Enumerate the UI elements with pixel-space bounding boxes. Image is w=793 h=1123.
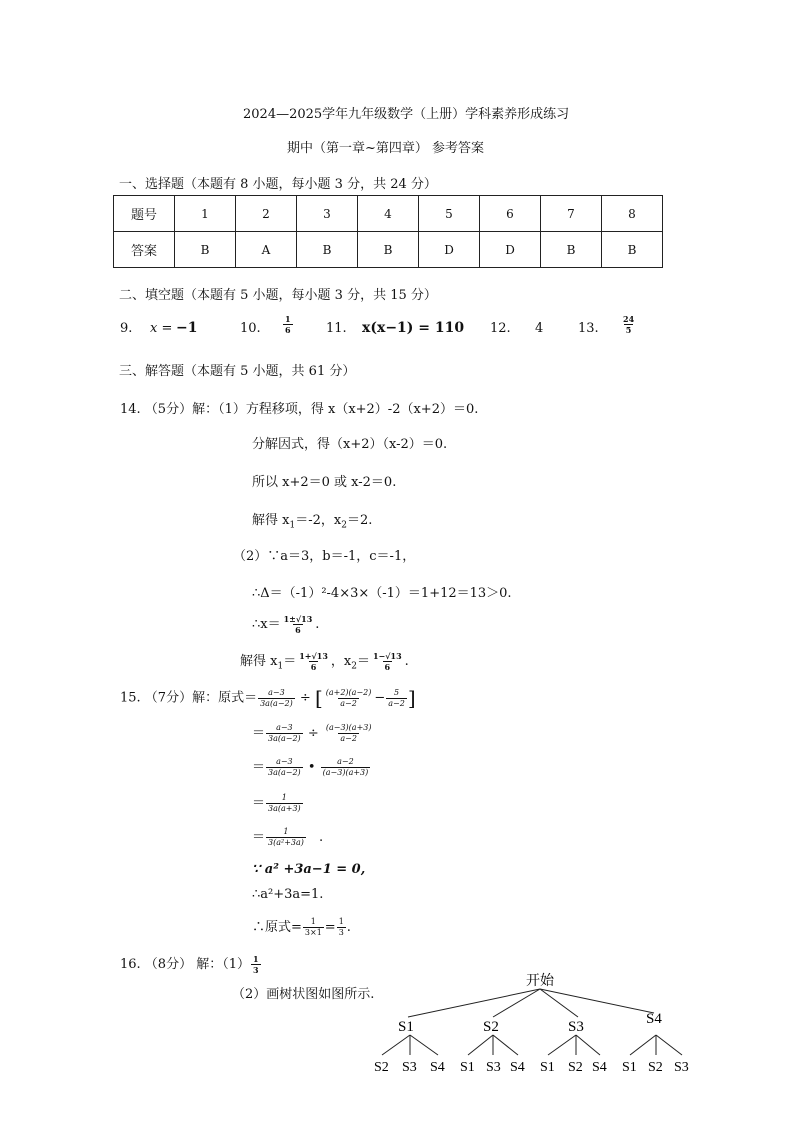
tree-diagram xyxy=(360,965,700,1080)
q15-line5: ＝ $\frac{1}{\text{3(a²+3a)}}$ . xyxy=(252,827,324,847)
q15-line3: ＝ $\frac{a-3}{3a(a-2)}$ • $\frac{a-2}{(a-3)(a+3)}$ xyxy=(252,757,369,777)
table-cell: B xyxy=(358,232,419,268)
row-label-number: 题号 xyxy=(114,196,175,232)
q15-line8: ∴原式= $\frac{1}{3\times 1}$ = $\frac{1}{3}$ . xyxy=(252,917,351,937)
q14-line4: 解得 $x_1=-2$，$x_2=2$. xyxy=(252,513,373,531)
q12-number: 12. xyxy=(490,321,511,336)
table-cell: B xyxy=(175,232,236,268)
fraction: $\frac{1}{3}$ xyxy=(252,954,259,975)
table-cell: B xyxy=(602,232,663,268)
tree-edges xyxy=(382,989,682,1055)
table-cell: A xyxy=(236,232,297,268)
page-title: 2024—2025学年九年级数学（上册）学科素养形成练习 xyxy=(243,107,570,122)
table-cell: 1 xyxy=(175,196,236,232)
q14-line8: 解得 $x_1=$ $\frac{1+√13}{6}$ ，$x_2=$ $\frac{1-√13}{6}$ . xyxy=(240,651,409,672)
tree-leaf: S1 xyxy=(540,1060,555,1075)
fraction: $\frac{1+√13}{6}$ xyxy=(299,651,328,672)
q14-line1: 14. （5分）解：（1）方程移项，得 x（x+2）-2（x+2）＝0. xyxy=(120,402,479,417)
table-cell: D xyxy=(419,232,480,268)
fraction: $\frac{a-3}{3a(a-2)}$ xyxy=(268,757,301,777)
tree-node: S2 xyxy=(483,1019,499,1035)
tree-node: S4 xyxy=(646,1011,662,1027)
tree-leaf: S2 xyxy=(568,1060,583,1075)
tree-leaf: S4 xyxy=(430,1060,445,1075)
answer-table xyxy=(113,195,663,268)
tree-node: S3 xyxy=(568,1019,584,1035)
table-cell: 7 xyxy=(541,196,602,232)
tree-root: 开始 xyxy=(526,974,554,989)
fraction: $\frac{1}{3\times 1}$ xyxy=(304,917,322,937)
q9-answer-a: x = xyxy=(150,321,173,336)
fraction: $\frac{1}{6}$ xyxy=(285,314,291,335)
fraction: $\frac{(a+2)(a-2)}{a-2}$ xyxy=(325,687,372,708)
section3-heading: 三、解答题（本题有 5 小题，共 61 分） xyxy=(119,364,356,379)
q15-line2: ＝ $\frac{a-3}{3a(a-2)}$ ÷ $\frac{(a-3)(a+3)}{a-2}$ xyxy=(252,723,372,743)
tree-leaf: S4 xyxy=(592,1060,607,1075)
section2-heading: 二、填空题（本题有 5 小题，每小题 3 分，共 15 分） xyxy=(119,288,437,303)
q11-number: 11. xyxy=(326,321,347,336)
table-row xyxy=(114,232,663,268)
q14-line3: 所以 x+2＝0 或 x-2＝0. xyxy=(252,475,397,490)
fraction: $\frac{5}{a-2}$ xyxy=(388,687,405,708)
tree-leaf: S3 xyxy=(674,1060,689,1075)
tree-node: S1 xyxy=(398,1019,414,1035)
fraction: $\frac{24}{5}$ xyxy=(623,314,635,335)
q13-number: 13. xyxy=(578,321,599,336)
tree-leaf: S1 xyxy=(460,1060,475,1075)
q15-line1: 15. （7分）解：原式＝ $\frac{a-3}{3a(a-2)}$ ÷ [ $\frac{(a+2)(a-2)}{a-2}$ − $\frac{5}{a-2}$ ] xyxy=(120,686,416,710)
tree-leaf: S3 xyxy=(402,1060,417,1075)
fraction: $\frac{(a-3)(a+3)}{a-2}$ xyxy=(325,723,372,743)
page-subtitle: 期中（第一章~第四章） 参考答案 xyxy=(287,141,485,156)
q14-line5: （2）∵a＝3，b＝-1，c＝-1， xyxy=(233,549,416,564)
table-cell: 3 xyxy=(297,196,358,232)
q11-answer: x(x−1) = 110 xyxy=(362,320,465,336)
q15-line6: ∵ a² +3a−1 = 0, xyxy=(252,862,366,877)
table-cell: B xyxy=(297,232,358,268)
fraction: $\frac{1}{3}$ xyxy=(338,917,344,937)
fraction: $\frac{1}{\text{3(a²+3a)}}$ xyxy=(268,827,304,847)
q10-answer xyxy=(282,314,294,335)
q14-line7: ∴x＝ $\frac{1\pm√13}{6}$ . xyxy=(252,614,320,635)
tree-leaf: S2 xyxy=(648,1060,663,1075)
q10-number: 10. xyxy=(240,321,261,336)
q9-answer-b: −1 xyxy=(176,320,198,336)
q13-answer xyxy=(620,314,637,335)
table-cell: D xyxy=(480,232,541,268)
table-cell: 8 xyxy=(602,196,663,232)
fraction: $\frac{a-3}{3a(a-2)}$ xyxy=(260,687,293,708)
table-cell: 6 xyxy=(480,196,541,232)
tree-leaf: S2 xyxy=(374,1060,389,1075)
q16-line2: （2）画树状图如图所示. xyxy=(232,987,375,1002)
q16-line1: 16. （8分） 解：（1） $\frac{1}{3}$ xyxy=(120,954,259,975)
table-cell: 2 xyxy=(236,196,297,232)
section1-heading: 一、选择题（本题有 8 小题，每小题 3 分，共 24 分） xyxy=(119,177,437,192)
q14-line6: ∴Δ＝（-1）²-4×3×（-1）＝1+12＝13＞0. xyxy=(252,586,512,601)
table-cell: 4 xyxy=(358,196,419,232)
table-cell: 5 xyxy=(419,196,480,232)
q14-line2: 分解因式，得（x+2）（x-2）＝0. xyxy=(252,437,448,452)
row-label-answer: 答案 xyxy=(114,232,175,268)
fraction: $\frac{a-2}{(a-3)(a+3)}$ xyxy=(322,757,369,777)
tree-leaf: S4 xyxy=(510,1060,525,1075)
q12-answer: 4 xyxy=(535,321,544,336)
q15-line7: ∴a²+3a=1. xyxy=(252,887,324,902)
table-cell: B xyxy=(541,232,602,268)
tree-leaf: S3 xyxy=(486,1060,501,1075)
table-row xyxy=(114,196,663,232)
q15-line4: ＝ $\frac{1}{3a(a+3)}$ xyxy=(252,793,301,813)
fraction: $\frac{1\pm√13}{6}$ xyxy=(283,614,313,635)
tree-leaf: S1 xyxy=(622,1060,637,1075)
fraction: $\frac{1-√13}{6}$ xyxy=(372,651,402,672)
q9-number: 9. xyxy=(120,321,133,336)
fraction: $\frac{a-3}{3a(a-2)}$ xyxy=(268,723,301,743)
fraction: $\frac{1}{3a(a+3)}$ xyxy=(268,793,301,813)
